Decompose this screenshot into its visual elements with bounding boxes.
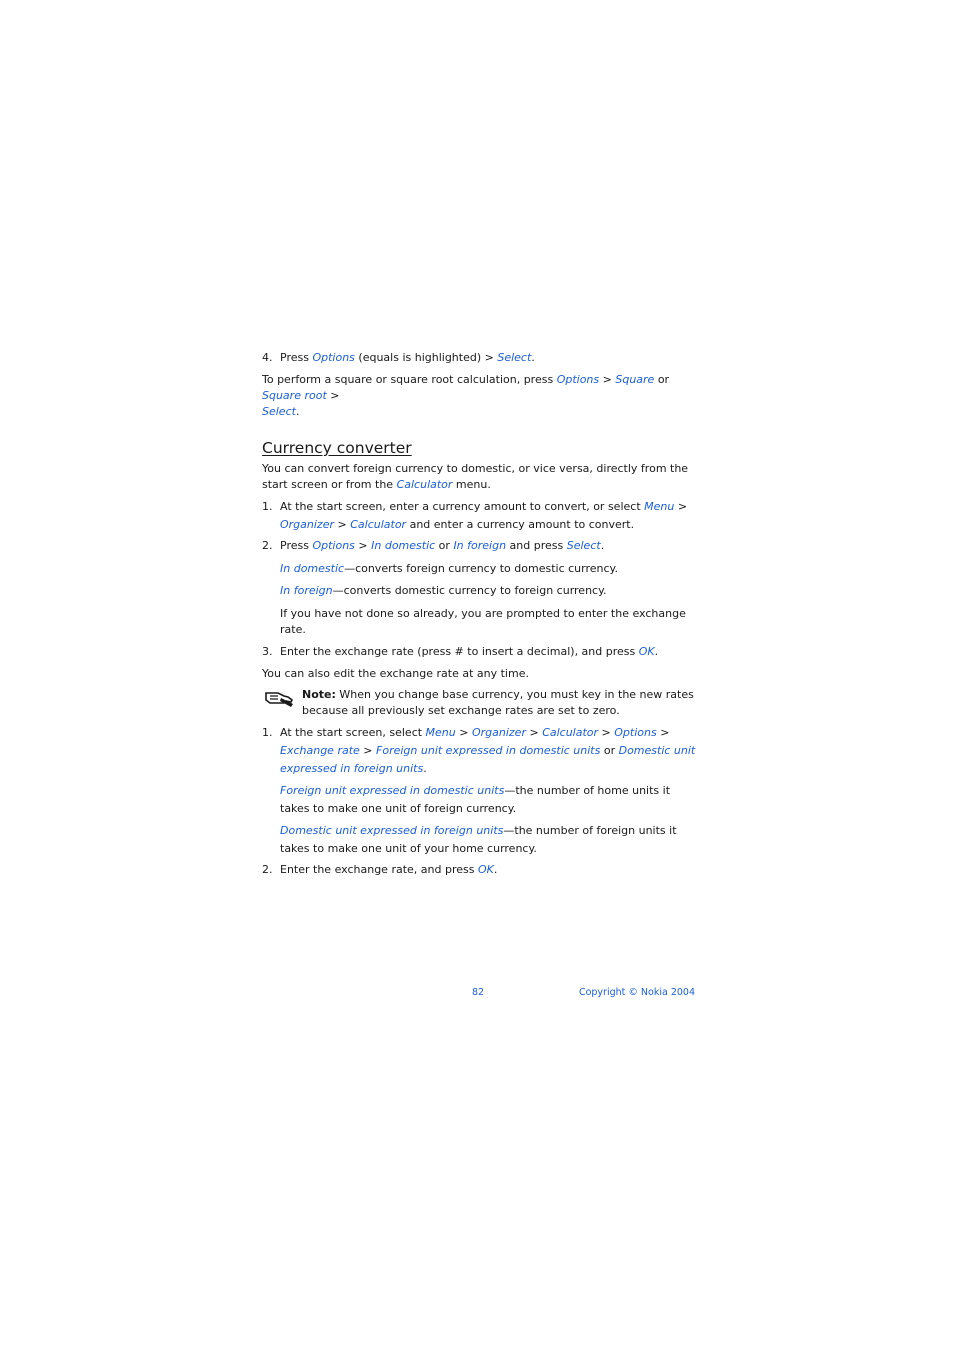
- foreign-unit-keyword: Foreign unit expressed in domestic units: [376, 744, 601, 757]
- step-number: 4.: [262, 351, 273, 364]
- options-keyword: Options: [312, 351, 355, 364]
- step-4: 4. Press Options (equals is highlighted) > Select.: [262, 351, 535, 364]
- step-number: 2.: [262, 539, 273, 552]
- options-keyword: Options: [556, 373, 600, 386]
- in-domestic-description: In domestic—converts foreign currency to domestic currency.: [280, 562, 618, 575]
- menu-keyword: Menu: [425, 726, 456, 739]
- options-keyword: Options: [614, 726, 657, 739]
- square-root-paragraph: To perform a square or square root calculation, press Options > Square or Square root > Select.: [262, 373, 670, 418]
- section-heading: Currency converter: [262, 439, 412, 457]
- domestic-unit-keyword: Domestic unit expressed in foreign units: [280, 744, 696, 775]
- in-domestic-keyword: In domestic: [280, 562, 345, 575]
- note-block: [262, 687, 696, 719]
- ok-keyword: OK: [638, 645, 655, 658]
- note-label: Note:: [302, 688, 336, 701]
- step-1: 1. At the start screen, enter a currency amount to convert, or select Menu > Organizer > Calculator and enter a currency amount to convert.: [262, 500, 688, 531]
- calculator-keyword: Calculator: [396, 478, 453, 491]
- calculator-keyword: Calculator: [350, 518, 407, 531]
- step-number: 1.: [262, 726, 273, 739]
- select-keyword: Select: [262, 405, 296, 418]
- exchange-rate-keyword: Exchange rate: [280, 744, 360, 757]
- in-foreign-keyword: In foreign: [280, 584, 333, 597]
- edit-rate-paragraph: You can also edit the exchange rate at any time.: [262, 667, 529, 680]
- step-number: 1.: [262, 500, 273, 513]
- page-content: [262, 350, 696, 878]
- square-root-keyword: Square root: [262, 389, 327, 402]
- prompt-description: If you have not done so already, you are prompted to enter the exchange rate.: [280, 607, 686, 636]
- exchange-step-2: 2. Enter the exchange rate, and press OK.: [262, 863, 498, 876]
- domestic-unit-description: Domestic unit expressed in foreign units—the number of foreign units it takes to make one unit of your home currency.: [280, 824, 677, 855]
- menu-keyword: Menu: [644, 500, 675, 513]
- calculator-keyword: Calculator: [542, 726, 599, 739]
- select-keyword: Select: [497, 351, 532, 364]
- intro-paragraph: You can convert foreign currency to domestic, or vice versa, directly from the start screen or from the Calculator menu.: [262, 462, 689, 491]
- step-2: 2. Press Options > In domestic or In foreign and press Select.: [262, 539, 605, 552]
- page-number: 82: [472, 987, 485, 998]
- select-keyword: Select: [566, 539, 601, 552]
- exchange-step-1: 1. At the start screen, select Menu > Organizer > Calculator > Options > Exchange rate > Foreign unit expressed in domestic units or Domestic unit expressed in foreign units.: [262, 726, 696, 775]
- organizer-keyword: Organizer: [280, 518, 334, 531]
- step-3: 3. Enter the exchange rate (press # to insert a decimal), and press OK.: [262, 645, 659, 658]
- square-keyword: Square: [615, 373, 655, 386]
- ok-keyword: OK: [477, 863, 494, 876]
- step-number: 2.: [262, 863, 273, 876]
- note-text: Note: When you change base currency, you must key in the new rates because all previously set exchange rates are set to zero.: [302, 688, 694, 717]
- in-foreign-keyword: In foreign: [453, 539, 507, 552]
- copyright-notice: Copyright © Nokia 2004: [578, 987, 695, 998]
- in-domestic-keyword: In domestic: [371, 539, 436, 552]
- organizer-keyword: Organizer: [471, 726, 526, 739]
- foreign-unit-keyword: Foreign unit expressed in domestic units: [280, 784, 505, 797]
- step-number: 3.: [262, 645, 273, 658]
- note-hand-pen-icon: [264, 687, 294, 709]
- foreign-unit-description: Foreign unit expressed in domestic units—the number of home units it takes to make one unit of foreign currency.: [280, 784, 671, 815]
- domestic-unit-keyword: Domestic unit expressed in foreign units: [280, 824, 504, 837]
- in-foreign-description: In foreign—converts domestic currency to foreign currency.: [280, 584, 607, 597]
- options-keyword: Options: [312, 539, 355, 552]
